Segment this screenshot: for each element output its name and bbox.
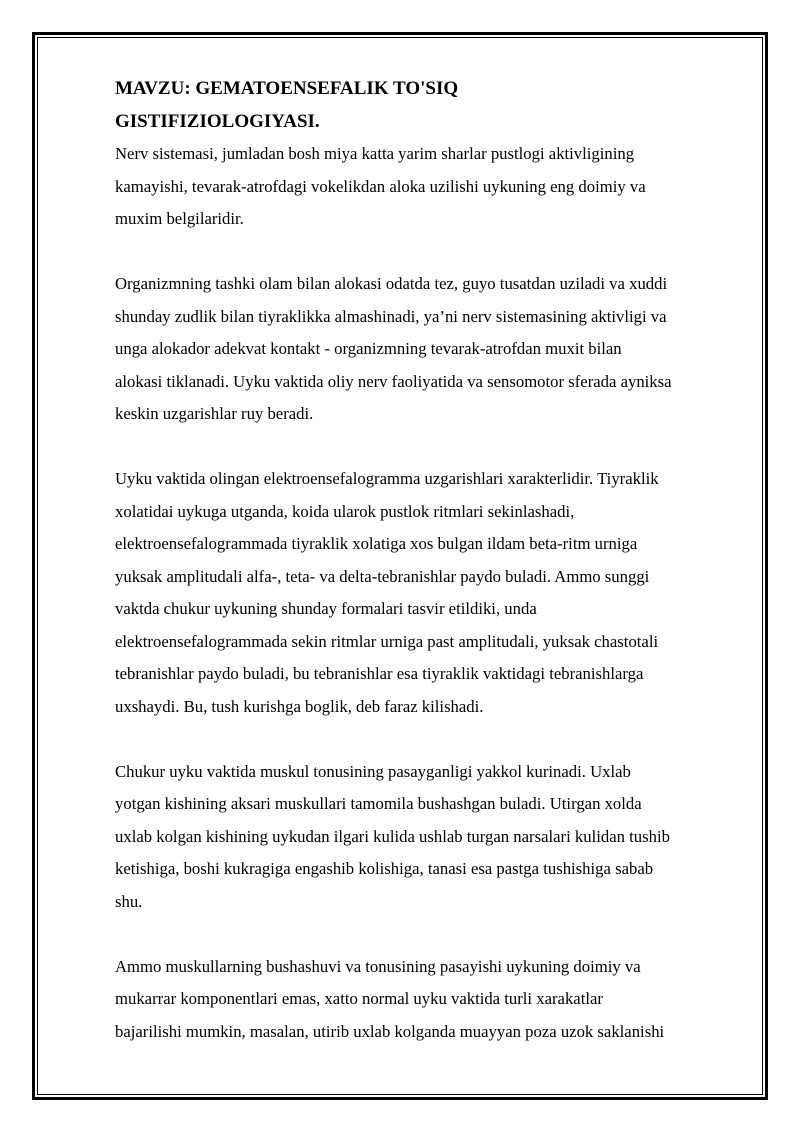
text-line: muxim belgilaridir. [115,209,244,228]
text-line: kamayishi, tevarak-atrofdagi vokelikdan aloka uzilishi uykuning eng doimiy va [115,176,646,196]
text-line: Organizmning tashki olam bilan alokasi odatda tez, guyo tusatdan uziladi va xuddi [115,274,668,293]
text-line: ketishiga, boshi kukragiga engashib kolishiga, tanasi esa pastga tushishiga sabab [115,859,654,878]
paragraph [115,268,755,431]
text-line: Chukur uyku vaktida muskul tonusining pasayganligi yakkol kurinadi. Uxlab [115,761,631,781]
paragraph [115,463,755,723]
paragraph [115,138,755,236]
text-line: uxshaydi. Bu, tush kurishga boglik, deb faraz kilishadi. [115,696,484,716]
text-line: yuksak amplitudali alfa-, teta- va delta-tebranishlar paydo buladi. Ammo sunggi [115,566,650,586]
text-line: shu. [115,891,143,911]
text-line: unga alokador adekvat kontakt - organizmning tevarak-atrofdan muxit bilan [115,339,622,358]
paragraph-gap [115,723,755,756]
title-line: GISTIFIZIOLOGIYASI. [115,111,320,132]
text-line: uxlab kolgan kishining uykudan ilgari kulida ushlab turgan narsalari kulidan tushib [115,826,670,846]
paragraph [115,756,755,919]
title-line: MAVZU: GEMATOENSEFALIK TO'SIQ [115,78,459,99]
text-line: mukarrar komponentlari emas, xatto normal uyku vaktida turli xarakatlar [115,989,603,1008]
paragraph-gap [115,236,755,269]
document-body [115,72,755,1048]
text-line: xolatidai uykuga utganda, koida ularok pustlok ritmlari sekinlashadi, [115,501,575,521]
text-line: alokasi tiklanadi. Uyku vaktida oliy nerv faoliyatida va sensomotor sferada ayniksa [115,371,672,391]
text-line: Ammo muskullarning bushashuvi va tonusining pasayishi uykuning doimiy va [115,956,641,976]
document-title [115,72,755,138]
text-line: vaktda chukur uykuning shunday formalari tasvir etildiki, unda [115,599,537,618]
text-line: shunday zudlik bilan tiyraklikka almashinadi, ya’ni nerv sistemasining aktivligi va [115,306,667,326]
text-line: bajarilishi mumkin, masalan, utirib uxlab kolganda muayyan poza uzok saklanishi [115,1021,665,1041]
text-line: tebranishlar paydo buladi, bu tebranishlar esa tiyraklik vaktidagi tebranishlarga [115,664,644,683]
text-line: elektroensefalogrammada tiyraklik xolatiga xos bulgan ildam beta-ritm urniga [115,534,638,553]
text-line: yotgan kishining aksari muskullari tamomila bushashgan buladi. Utirgan xolda [115,794,642,813]
paragraph-gap [115,918,755,951]
text-line: elektroensefalogrammada sekin ritmlar urniga past amplitudali, yuksak chastotali [115,631,659,651]
paragraph [115,951,755,1049]
text-line: Uyku vaktida olingan elektroensefalogramma uzgarishlari xarakterlidir. Tiyraklik [115,469,659,488]
paragraph-gap [115,431,755,464]
text-line: Nerv sistemasi, jumladan bosh miya katta yarim sharlar pustlogi aktivligining [115,144,635,163]
text-line: keskin uzgarishlar ruy beradi. [115,404,314,423]
